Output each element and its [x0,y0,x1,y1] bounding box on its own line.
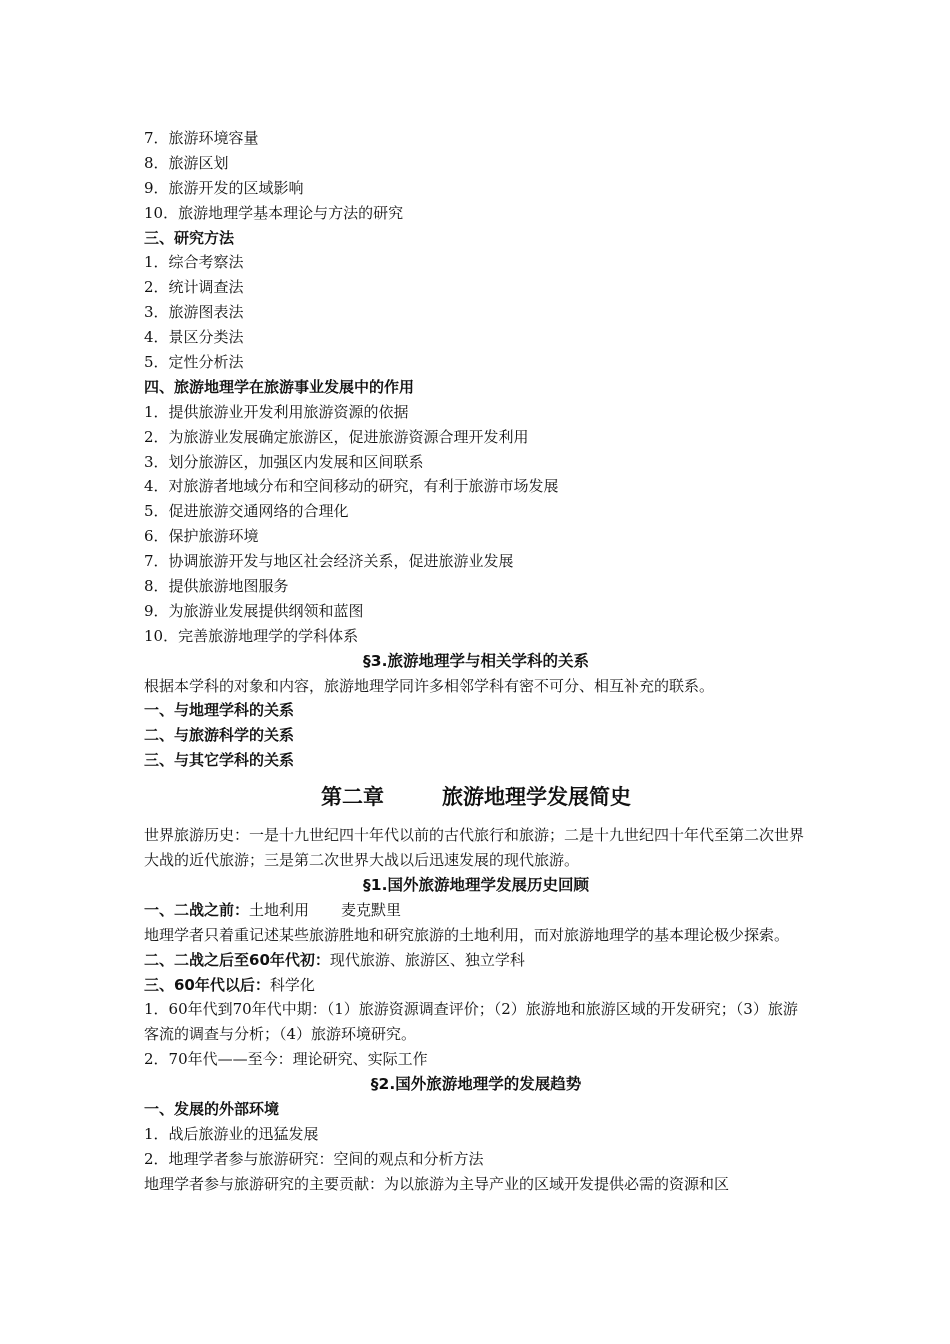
pre-war-label: 一、二战之前： [144,900,250,919]
list-item: 8．提供旅游地图服务 [144,577,289,596]
list-item: 2．统计调查法 [144,278,244,297]
pre-war-line [144,898,808,923]
heading-methods: 三、研究方法 [144,228,235,247]
list-item: 3．划分旅游区，加强区内发展和区间联系 [144,452,424,471]
subheading: 一、与地理学科的关系 [144,701,295,720]
section-title-3: §3.旅游地理学与相关学科的关系 [363,651,589,670]
paragraph: 世界旅游历史：一是十九世纪四十年代以前的古代旅行和旅游；二是十九世纪四十年代至第二次世界大战的近代旅游；三是第二次世界大战以后迅速发展的现代旅游。 [144,826,805,870]
list-item: 4．景区分类法 [144,328,244,347]
paragraph: 2．70年代——至今：理论研究、实际工作 [144,1050,428,1069]
list-item: 2．地理学者参与旅游研究：空间的观点和分析方法 [144,1149,484,1168]
paragraph: 根据本学科的对象和内容，旅游地理学同许多相邻学科有密不可分、相互补充的联系。 [144,676,715,695]
list-item: 10．完善旅游地理学的学科体系 [144,626,359,645]
list-item: 1．综合考察法 [144,253,244,272]
paragraph: 地理学者参与旅游研究的主要贡献：为以旅游为主导产业的区域开发提供必需的资源和区 [144,1174,730,1193]
list-item: 5．促进旅游交通网络的合理化 [144,502,349,521]
list-item: 6．保护旅游环境 [144,527,259,546]
pre-war-text: 土地利用 [249,900,310,919]
paragraph: 地理学者只着重记述某些旅游胜地和研究旅游的土地利用，而对旅游地理学的基本理论极少探索。 [144,925,790,944]
list-item: 8．旅游区划 [144,153,229,172]
section-title-1: §1.国外旅游地理学发展历史回顾 [363,875,589,894]
document-page [144,126,808,1197]
list-item: 1．提供旅游业开发利用旅游资源的依据 [144,402,409,421]
chapter-name: 旅游地理学发展简史 [442,785,631,810]
heading-role: 四、旅游地理学在旅游事业发展中的作用 [144,377,415,396]
list-item: 7．旅游环境容量 [144,129,259,147]
list-item: 3．旅游图表法 [144,303,244,322]
post-war-line [144,948,808,973]
sixties-label: 三、60年代以后： [144,975,270,994]
chapter-number: 第二章 [321,785,384,810]
list-item: 2．为旅游业发展确定旅游区，促进旅游资源合理开发利用 [144,427,529,446]
paragraph: 1．60年代到70年代中期：（1）旅游资源调查评价；（2）旅游地和旅游区域的开发研究；（3）旅游客流的调查与分析；（4）旅游环境研究。 [144,1000,798,1044]
list-item: 4．对旅游者地域分布和空间移动的研究，有利于旅游市场发展 [144,477,559,496]
subheading: 三、与其它学科的关系 [144,751,295,770]
heading-env: 一、发展的外部环境 [144,1100,280,1119]
list-item: 7．协调旅游开发与地区社会经济关系，促进旅游业发展 [144,552,514,571]
section-title-2: §2.国外旅游地理学的发展趋势 [370,1075,582,1094]
list-item: 9．旅游开发的区域影响 [144,178,304,197]
sixties-text: 科学化 [269,975,315,994]
sixties-line [144,973,808,998]
chapter-title [144,777,808,817]
subheading: 二、与旅游科学的关系 [144,726,295,745]
pre-war-author: 麦克默里 [341,900,402,919]
list-item: 10．旅游地理学基本理论与方法的研究 [144,203,404,222]
list-item: 9．为旅游业发展提供纲领和蓝图 [144,601,364,620]
post-war-text: 现代旅游、旅游区、独立学科 [329,950,525,969]
post-war-label: 二、二战之后至60年代初： [144,950,330,969]
list-item: 5．定性分析法 [144,353,244,372]
list-item: 1．战后旅游业的迅猛发展 [144,1124,319,1143]
